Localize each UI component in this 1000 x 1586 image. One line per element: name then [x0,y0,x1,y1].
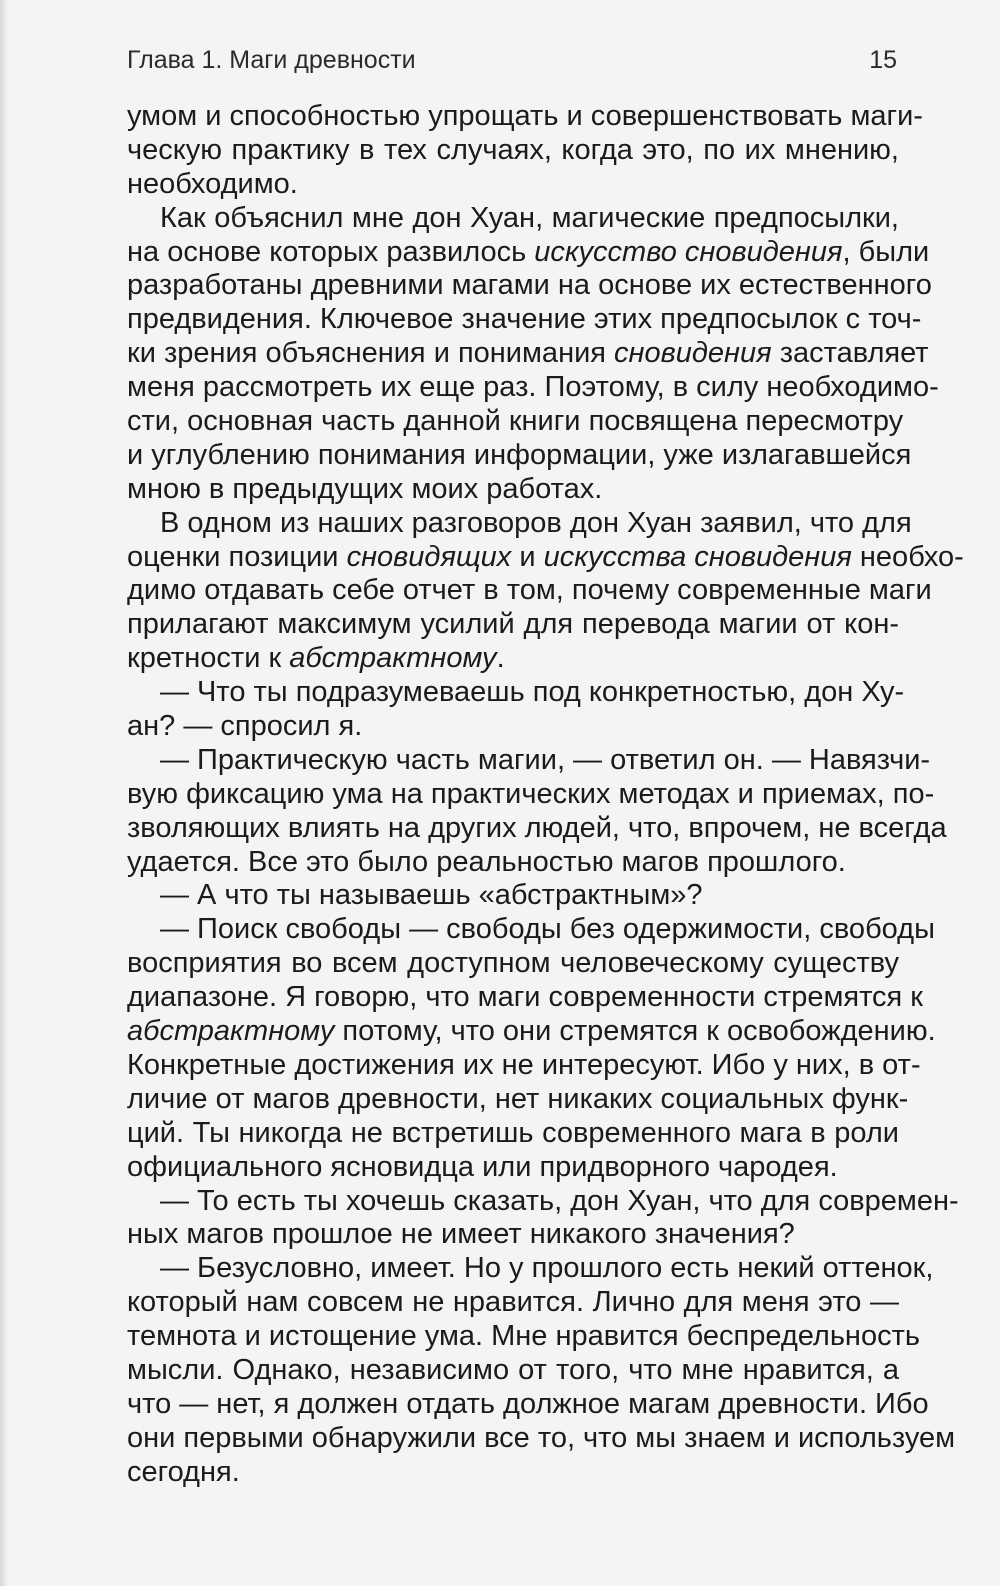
text-line: ки зрения объяснения и понимания сновидения заставляет [127,337,929,370]
text-line: прилагают максимум усилий для перевода магии от кон- [127,608,899,641]
text-line: диапазоне. Я говорю, что маги современности стремятся к [127,981,923,1014]
chapter-title: Глава 1. Маги древности [127,46,416,74]
italic-term: сновидящих [346,540,512,573]
text-line: — А что ты называешь «абстрактным»? [160,879,703,912]
text-line: ан? — спросил я. [127,710,363,743]
text-line: — То есть ты хочешь сказать, дон Хуан, что для современ- [160,1184,959,1217]
text-line: они первыми обнаружили все то, что мы знаем и используем [127,1421,956,1454]
text-line: сти, основная часть данной книги посвящена пересмотру [127,405,904,438]
text-line: вую фиксацию ума на практических методах и приемах, по- [127,777,935,810]
text-line: — Что ты подразумеваешь под конкретностью, дон Ху- [160,676,905,709]
text-line: Как объяснил мне дон Хуан, магические предпосылки, [160,201,899,234]
text-line: В одном из наших разговоров дон Хуан заявил, что для [160,506,912,539]
text-line: предвидения. Ключевое значение этих предпосылок с точ- [127,303,922,336]
italic-term: искусства сновидения [543,540,852,573]
text-line: ческую практику в тех случаях, когда это, по их мнению, [127,133,899,166]
text-line: димо отдавать себе отчет в том, почему современные маги [127,574,932,607]
text-line: — Практическую часть магии, — ответил он. — Навязчи- [160,743,931,776]
text-line: зволяющих влиять на других людей, что, впрочем, не всегда [127,811,947,844]
text-line: и углублению понимания информации, уже излагавшейся [127,438,912,471]
binding-shadow [0,0,8,1586]
text-line: оценки позиции сновидящих и искусства сновидения необхо- [127,540,964,573]
text-line: сегодня. [127,1455,240,1488]
text-line: удается. Все это было реальностью магов прошлого. [127,845,846,878]
italic-term: абстрактному [127,1015,335,1048]
text-line: мысли. Однако, независимо от того, что мне нравится, а [127,1353,899,1386]
text-line: меня рассмотреть их еще раз. Поэтому, в силу необходимо- [127,371,939,404]
text-line: на основе которых развилось искусство сновидения, были [127,235,930,268]
text-line: личие от магов древности, нет никаких социальных функ- [127,1082,909,1115]
text-line: мною в предыдущих моих работах. [127,472,603,505]
running-header [127,46,897,82]
italic-term: искусство сновидения [534,235,843,268]
text-line: — Поиск свободы — свободы без одержимости, свободы [160,913,935,946]
text-line: необходимо. [127,167,298,200]
page-number: 15 [869,46,897,74]
text-line: ных магов прошлое не имеет никакого значения? [127,1218,795,1251]
italic-term: сновидения [614,337,772,370]
text-line: темнота и истощение ума. Мне нравится беспредельность [127,1320,920,1353]
body-text [127,100,964,1490]
text-line: абстрактному потому, что они стремятся к освобождению. [127,1015,936,1048]
text-line: официального ясновидца или придворного чародея. [127,1150,838,1183]
text-line: разработаны древними магами на основе их естественного [127,269,932,302]
text-line: умом и способностью упрощать и совершенствовать маги- [127,100,923,132]
text-line: Конкретные достижения их не интересуют. Ибо у них, в от- [127,1048,921,1081]
text-line: восприятия во всем доступном человеческому существу [127,947,899,980]
text-line: — Безусловно, имеет. Но у прошлого есть некий оттенок, [160,1252,934,1285]
text-line: что — нет, я должен отдать должное магам древности. Ибо [127,1387,929,1420]
text-line: кретности к абстрактному. [127,642,505,675]
italic-term: абстрактному [289,642,497,675]
text-line: ций. Ты никогда не встретишь современного мага в роли [127,1116,899,1149]
text-line: который нам совсем не нравится. Лично для меня это — [127,1286,899,1319]
